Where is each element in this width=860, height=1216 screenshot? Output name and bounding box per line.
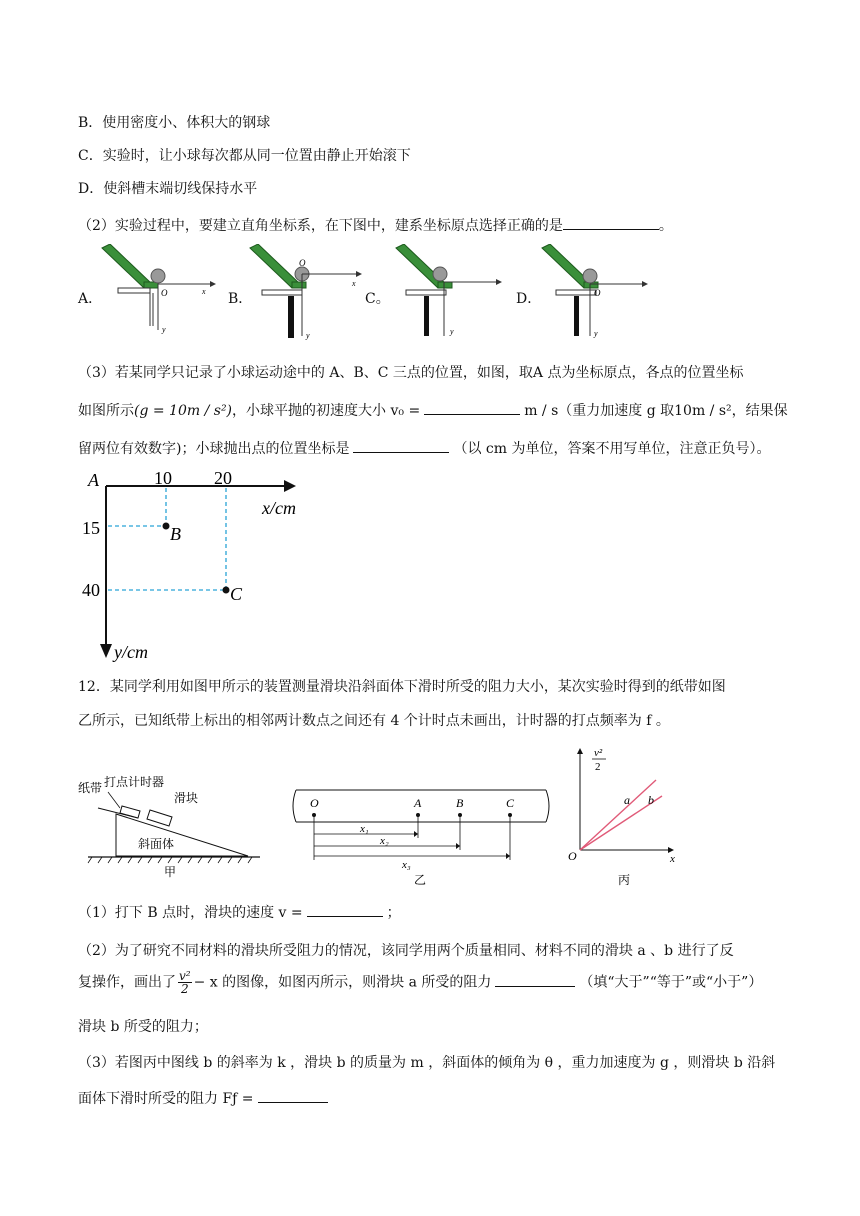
tape-point-o: O xyxy=(310,796,319,810)
svg-text:O: O xyxy=(161,288,168,298)
tape-point-b: B xyxy=(456,796,464,810)
speed-blank[interactable] xyxy=(307,902,383,917)
figure-yi-caption: 乙 xyxy=(414,873,427,887)
bing-origin: O xyxy=(568,849,577,863)
option-b: B．使用密度小、体积大的钢球 xyxy=(78,115,271,131)
x-axis-label: x/cm xyxy=(262,498,296,518)
x-tick-10: 10 xyxy=(154,468,172,488)
timer-label: 打点计时器 xyxy=(104,775,165,789)
y-tick-40: 40 xyxy=(82,580,100,600)
y-tick-15: 15 xyxy=(82,518,100,538)
question-2 xyxy=(78,215,673,235)
x-tick-20: 20 xyxy=(214,468,232,488)
choice-d-label: D． xyxy=(516,291,542,307)
choice-a-figure xyxy=(98,244,220,336)
choice-b-label: B． xyxy=(228,291,253,307)
sub-question-3-line-1: （3）若图丙中图线 b 的斜率为 k ，滑块 b 的质量为 m ，斜面体的倾角为 θ ，重力加速度为 g ，则滑块 b 沿斜 xyxy=(78,1055,776,1071)
figure-jia xyxy=(78,770,268,880)
coordinate-graph xyxy=(78,466,338,662)
q3-text-c: ，小球平抛的初速度大小 v₀ = xyxy=(232,403,421,419)
question-3-line-3 xyxy=(78,438,770,458)
line-a xyxy=(580,780,656,850)
sub-question-3-line-2 xyxy=(78,1088,328,1108)
figure-jia-caption: 甲 xyxy=(164,865,177,879)
svg-text:O: O xyxy=(299,258,306,268)
sub-question-2-line-3: 滑块 b 所受的阻力； xyxy=(78,1019,208,1035)
origin-label: A xyxy=(88,470,99,490)
q3-gravity: (g = 10m / s²) xyxy=(134,403,233,419)
question-2-end: 。 xyxy=(658,218,673,234)
svg-text:y: y xyxy=(162,325,166,334)
choice-b-figure xyxy=(246,244,368,340)
choice-c-label: C。 xyxy=(365,291,390,307)
option-c: C．实验时，让小球每次都从同一位置由静止开始滚下 xyxy=(78,148,411,164)
choice-a-label: A． xyxy=(78,291,103,307)
q3-text-f: （以 cm 为单位，答案不用写单位，注意正负号）。 xyxy=(453,441,771,457)
q3-text-a: 如图所示 xyxy=(78,403,134,419)
option-d: D．使斜槽末端切线保持水平 xyxy=(78,181,258,197)
figure-bing xyxy=(560,744,690,888)
paper-tape-label: 纸带 xyxy=(78,781,103,795)
bing-y-num: v² xyxy=(594,747,603,759)
sub1-text: （1）打下 B 点时，滑块的速度 v = xyxy=(78,905,303,921)
y-axis-label: y/cm xyxy=(114,642,148,662)
q3-text-e: 留两位有效数字)；小球抛出点的位置坐标是 xyxy=(78,441,350,457)
sub-question-2-line-2 xyxy=(78,970,762,995)
point-c xyxy=(223,587,230,594)
svg-text:x: x xyxy=(352,279,356,288)
question-12-line-1: 12．某同学利用如图甲所示的装置测量滑块沿斜面体下滑时所受的阻力大小，某次实验时得到的纸带如图 xyxy=(78,679,726,695)
svg-text:x: x xyxy=(202,287,206,296)
incline-label: 斜面体 xyxy=(138,837,175,851)
svg-text:y: y xyxy=(594,329,598,338)
sub2-text-c: （填“大于”“等于”或“小于”） xyxy=(579,974,763,991)
bing-x-label: x xyxy=(670,853,675,865)
x3-label: x₃ xyxy=(402,859,411,871)
svg-text:y: y xyxy=(450,327,454,336)
q3-text-d: m / s（重力加速度 g 取10m / s²，结果保 xyxy=(524,403,788,419)
answer-blank[interactable] xyxy=(563,215,659,230)
resistance-force-blank[interactable] xyxy=(258,1088,328,1103)
sub1-end: ； xyxy=(386,905,401,921)
svg-text:O: O xyxy=(594,288,601,298)
question-2-text: （2）实验过程中，要建立直角坐标系，在下图中，建系坐标原点选择正确的是 xyxy=(78,218,563,234)
question-3-line-1: （3）若某同学只记录了小球运动途中的 A、B、C 三点的位置，如图，取A 点为坐标原点，各点的位置坐标 xyxy=(78,365,744,381)
sub3-text: 面体下滑时所受的阻力 Fƒ = xyxy=(78,1091,254,1107)
sub2-text-b: − x 的图像，如图丙所示，则滑块 a 所受的阻力 xyxy=(193,974,492,991)
velocity-blank[interactable] xyxy=(424,400,520,415)
x2-label: x₂ xyxy=(380,835,389,847)
figure-yi xyxy=(290,780,552,890)
figure-bing-caption: 丙 xyxy=(618,873,631,887)
tape-point-c: C xyxy=(506,796,515,810)
question-12-line-2: 乙所示，已知纸带上标出的相邻两计数点之间还有 4 个计时点未画出，计时器的打点频率为 f 。 xyxy=(78,713,670,729)
position-blank[interactable] xyxy=(353,438,449,453)
sub2-text-a: 复操作，画出了 xyxy=(78,974,176,991)
resistance-compare-blank[interactable] xyxy=(495,972,575,987)
block-label: 滑块 xyxy=(174,791,199,805)
frac-den: 2 xyxy=(180,982,189,996)
frac-num: v² xyxy=(179,969,191,983)
sub-question-2-line-1: （2）为了研究不同材料的滑块所受阻力的情况，该同学用两个质量相同、材料不同的滑块 a 、b 进行了反 xyxy=(78,943,734,959)
bing-y-den: 2 xyxy=(595,761,601,773)
sub-question-1 xyxy=(78,902,401,922)
tape-point-a: A xyxy=(414,796,422,810)
choice-d-figure xyxy=(538,244,660,340)
point-c-label: C xyxy=(230,584,243,604)
line-b-label: b xyxy=(648,793,654,807)
question-3-line-2 xyxy=(78,400,788,420)
line-a-label: a xyxy=(624,793,630,807)
point-b-label: B xyxy=(170,524,181,544)
x1-label: x₁ xyxy=(360,823,369,835)
svg-text:y: y xyxy=(306,331,310,340)
v2-over-2-fraction xyxy=(178,970,192,995)
point-b xyxy=(163,523,170,530)
choice-c-figure xyxy=(392,244,514,340)
